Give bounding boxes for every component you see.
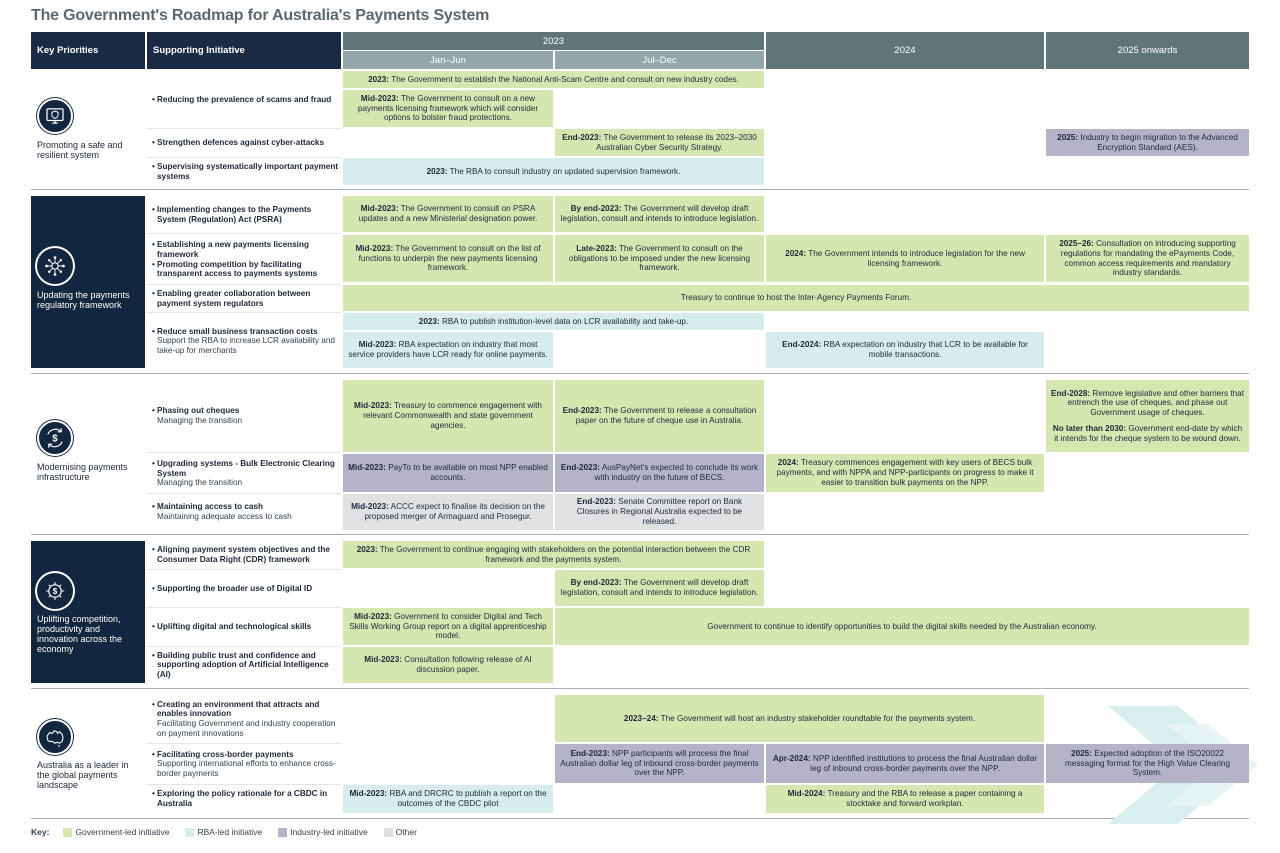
initiative-title: • Building public trust and confidence and supporting adoption of Artificial Intelligence (AI) — [152, 651, 342, 680]
initiative-licensing — [148, 235, 342, 284]
timeline-cell: Mid-2023: Treasury to commence engagement with relevant Commonwealth and state government agencies. — [343, 380, 553, 452]
timeline-cell: Mid-2024: Treasury and the RBA to release a paper containing a stocktake and forward workplan. — [766, 785, 1044, 813]
svg-text:$: $ — [52, 433, 58, 445]
initiative-digital-id — [148, 570, 342, 607]
initiative-cash — [148, 494, 342, 530]
svg-text:$: $ — [52, 587, 58, 597]
timeline-cell: End-2023: The Government to release its 2023–2030 Australian Cyber Security Strategy. — [555, 129, 764, 156]
section-divider — [31, 818, 1249, 819]
section-divider — [31, 534, 1249, 535]
initiative-subtitle: Facilitating Government and industry cooperation on payment innovations — [157, 719, 336, 738]
legend-label: RBA-led initiative — [197, 827, 263, 837]
section-divider — [31, 688, 1249, 689]
timeline-cell: Mid-2023: The Government to consult on PSRA updates and a new Ministerial designation power. — [343, 196, 553, 232]
legend-swatch — [384, 828, 393, 837]
priority-label: Uplifting competition, productivity and innovation across the economy — [37, 614, 123, 654]
timeline-cell: Mid-2023: The Government to consult on the list of functions to underpin the new payments licensing framework. — [343, 235, 553, 282]
initiative-title: • Supporting the broader use of Digital ID — [152, 584, 342, 594]
timeline-cell: By end-2023: The Government will develop draft legislation, consult and intends to introduce legislation. — [555, 570, 764, 606]
initiative-cyber — [148, 129, 342, 157]
initiative-psra — [148, 196, 342, 233]
timeline-cell: End-2023: AusPayNet's expected to conclude its work with industry on the future of BECS. — [555, 454, 764, 492]
initiative-digital-skills — [148, 608, 342, 646]
timeline-cell: Mid-2023: Consultation following release of AI discussion paper. — [343, 647, 553, 683]
timeline-cell: End-2024: RBA expectation on industry that LCR to be available for mobile transactions. — [766, 332, 1044, 368]
initiative-title: • Supervising systematically important payment systems — [152, 162, 342, 181]
timeline-cell: Mid-2023: The Government to consult on a new payments licensing framework which will consider options to bolster fraud protections. — [343, 90, 553, 127]
timeline-cell: Government to continue to identify opportunities to build the digital skills needed by the Australian economy. — [555, 608, 1249, 645]
priority-label: Australia as a leader in the global payments landscape — [37, 760, 129, 790]
initiative-title: • Creating an environment that attracts and enables innovation — [152, 700, 342, 719]
legend-swatch — [63, 828, 72, 837]
timeline-cell: Late-2023: The Government to consult on the obligations to be imposed under the new licensing framework. — [555, 235, 764, 282]
legend — [31, 827, 433, 837]
initiative-title: • Maintaining access to cash — [152, 502, 342, 512]
network-hub-icon — [37, 248, 73, 284]
timeline-cell: End-2023: The Government to release a consultation paper on the future of cheque use in Australia. — [555, 380, 764, 452]
timeline-cell: Mid-2023: PayTo to be available on most NPP enabled accounts. — [343, 454, 553, 492]
initiative-title: • Aligning payment system objectives and the Consumer Data Right (CDR) framework — [152, 545, 342, 564]
australia-map-icon — [37, 719, 73, 755]
timeline-cell: 2025: Industry to begin migration to the Advanced Encryption Standard (AES). — [1046, 129, 1249, 156]
initiative-cheques — [148, 380, 342, 452]
initiative-title-secondary: • Promoting competition by facilitating transparent access to payments systems — [152, 260, 342, 279]
timeline-cell: 2025–26: Consultation on introducing supporting regulations for mandating the ePayments Code, common access requirements and mandatory industry standards. — [1046, 235, 1249, 282]
initiative-title: • Uplifting digital and technological skills — [152, 622, 342, 632]
timeline-cell: 2023: RBA to publish institution-level data on LCR availability and take-up. — [343, 313, 764, 330]
initiative-title: • Phasing out cheques — [152, 406, 342, 416]
timeline-cell: End-2023: NPP participants will process the final Australian dollar leg of inbound cross-border payments over the NPP. — [555, 744, 764, 783]
initiative-title: • Reduce small business transaction costs — [152, 327, 342, 337]
legend-item-other — [384, 827, 417, 837]
priority-label: Modernising payments infrastructure — [37, 462, 128, 482]
priority-competition-productivity — [31, 541, 145, 683]
timeline-cell: End-2028: Remove legislative and other barriers that entrench the use of cheques, and phase out Government usage of cheques. No later than 2030: Government end-date by which it intends for the cheque system to be wound down. — [1046, 380, 1249, 452]
timeline-cell: 2023–24: The Government will host an industry stakeholder roundtable for the payments system. — [555, 695, 1044, 742]
section-divider — [31, 373, 1249, 374]
legend-item-industry — [278, 827, 367, 837]
header-2023: 2023 — [343, 32, 764, 50]
initiative-cbdc — [148, 785, 342, 813]
initiative-title: • Exploring the policy rationale for a CBDC in Australia — [152, 789, 342, 808]
legend-swatch — [185, 828, 194, 837]
timeline-cell: Apr-2024: NPP identified institutions to process the final Australian dollar leg of inbound cross-border payments over the NPP. — [766, 744, 1044, 783]
timeline-cell: Mid-2023: Government to consider Digital and Tech Skills Working Group report on a digital apprenticeship model. — [343, 608, 553, 645]
header-2024: 2024 — [766, 32, 1044, 69]
page-title: The Government's Roadmap for Australia's Payments System — [31, 7, 490, 24]
priority-global-leader — [31, 695, 145, 815]
priority-modernising-infrastructure — [31, 380, 145, 530]
timeline-cell: 2023: The Government to continue engaging with stakeholders on the potential interaction between the CDR framework and the payments system. — [343, 541, 764, 568]
legend-item-rba — [185, 827, 262, 837]
header-jul-dec: Jul–Dec — [555, 51, 764, 69]
timeline-cell: 2023: The Government to establish the National Anti-Scam Centre and consult on new industry codes. — [343, 71, 764, 88]
priority-label: Updating the payments regulatory framework — [37, 290, 130, 310]
legend-label: Government-led initiative — [75, 827, 170, 837]
legend-title: Key: — [31, 827, 50, 837]
initiative-title: • Upgrading systems - Bulk Electronic Clearing System — [152, 459, 342, 478]
priority-safe-resilient — [31, 70, 145, 188]
initiative-cdr — [148, 541, 342, 569]
timeline-cell: Mid-2023: RBA expectation on industry that most service providers have LCR ready for online payments. — [343, 332, 553, 368]
row-divider — [147, 312, 341, 313]
timeline-cell: 2024: Treasury commences engagement with key users of BECS bulk payments, and with NPPA and NPP-participants on progress to make it easier to transition bulk payments on the NPP. — [766, 454, 1044, 492]
initiative-innovation-environment — [148, 695, 342, 743]
initiative-subtitle: Support the RBA to increase LCR availability and take-up for merchants — [157, 336, 335, 355]
header-2025-onwards: 2025 onwards — [1046, 32, 1249, 69]
shield-monitor-icon — [37, 98, 73, 134]
initiative-title: • Implementing changes to the Payments System (Regulation) Act (PSRA) — [152, 205, 342, 224]
initiative-subtitle: Supporting international efforts to enhance cross-border payments — [157, 759, 336, 778]
timeline-cell: 2025: Expected adoption of the ISO20022 messaging format for the High Value Clearing System. — [1046, 744, 1249, 783]
initiative-supervision — [148, 158, 342, 185]
header-key-priorities: Key Priorities — [31, 32, 145, 69]
initiative-ai — [148, 647, 342, 683]
initiative-becs — [148, 454, 342, 493]
legend-item-government — [63, 827, 169, 837]
initiative-title: • Reducing the prevalence of scams and fraud — [152, 95, 342, 105]
row-divider — [147, 233, 341, 234]
priority-regulatory-framework — [31, 196, 145, 368]
initiative-title: • Establishing a new payments licensing framework — [152, 240, 342, 259]
initiative-small-business — [148, 318, 342, 364]
header-supporting-initiative: Supporting Initiative — [147, 32, 341, 69]
initiative-title: • Enabling greater collaboration between payment system regulators — [152, 289, 342, 308]
header-jan-jun: Jan–Jun — [343, 51, 553, 69]
timeline-cell: Mid-2023: ACCC expect to finalise its decision on the proposed merger of Armaguard and Prosegur. — [343, 494, 553, 530]
timeline-cell: Treasury to continue to host the Inter-Agency Payments Forum. — [343, 285, 1249, 311]
timeline-cell: By end-2023: The Government will develop draft legislation, consult and intends to introduce legislation. — [555, 196, 764, 232]
timeline-cell: End-2023: Senate Committee report on Bank Closures in Regional Australia expected to be released. — [555, 494, 764, 530]
row-divider — [147, 452, 341, 453]
initiative-subtitle: Managing the transition — [157, 416, 243, 425]
initiative-collaboration — [148, 285, 342, 312]
legend-label: Other — [395, 827, 417, 837]
legend-swatch — [278, 828, 287, 837]
dollar-cycle-icon — [37, 420, 73, 456]
initiative-subtitle: Managing the transition — [157, 478, 243, 488]
initiative-title: • Facilitating cross-border payments — [152, 750, 342, 760]
timeline-cell: Mid-2023: RBA and DRCRC to publish a report on the outcomes of the CBDC pilot — [343, 785, 553, 813]
legend-label: Industry-led initiative — [290, 827, 368, 837]
initiative-subtitle: Maintaining adequate access to cash — [157, 512, 292, 521]
priority-label: Promoting a safe and resilient system — [37, 140, 123, 160]
initiative-scams — [148, 83, 342, 117]
initiative-cross-border — [148, 744, 342, 784]
dollar-gear-icon — [37, 573, 73, 609]
timeline-cell: 2023: The RBA to consult industry on updated supervision framework. — [343, 158, 764, 185]
initiative-title: • Strengthen defences against cyber-attacks — [152, 138, 342, 148]
timeline-cell: 2024: The Government intends to introduce legislation for the new licensing framework. — [766, 235, 1044, 282]
section-divider — [31, 189, 1249, 190]
